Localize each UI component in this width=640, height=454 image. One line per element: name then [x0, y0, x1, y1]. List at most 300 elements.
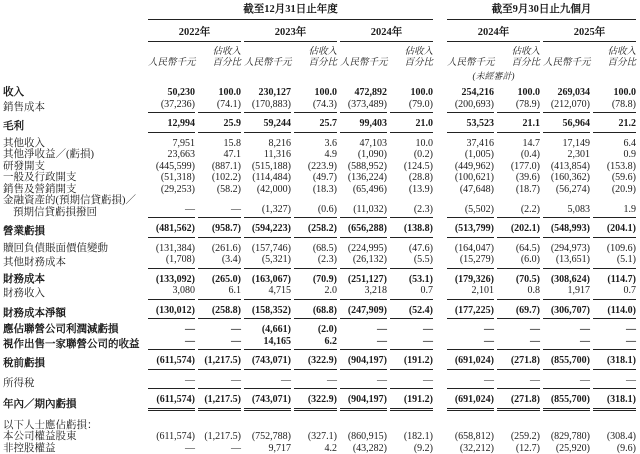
- row-label: 毛利: [3, 113, 145, 133]
- cell-value: 14,165: [244, 336, 291, 351]
- cell-value: (855,700): [543, 350, 590, 370]
- cell-value: —: [593, 319, 636, 336]
- cell-value: (445,599): [148, 161, 195, 173]
- cell-value: (1,217.5): [198, 350, 241, 370]
- cell-value: (18.7): [497, 184, 540, 196]
- cell-value: —: [340, 319, 387, 336]
- cell-value: (47,648): [447, 184, 494, 196]
- cell-value: (887.1): [198, 161, 241, 173]
- cell-value: (5.5): [390, 254, 433, 269]
- row-label: 所得稅: [3, 370, 145, 390]
- row-label: 非控股權益: [3, 443, 145, 454]
- cell-value: 3,080: [148, 285, 195, 300]
- cell-value: (306,707): [543, 300, 590, 320]
- year-header-2023: 2023年: [244, 20, 337, 42]
- cell-value: (202.1): [497, 218, 540, 238]
- row-label: 銷售及營銷開支: [3, 184, 145, 196]
- cell-value: (131,384): [148, 238, 195, 255]
- cell-value: 21.0: [390, 113, 433, 133]
- cell-value: 100.0: [390, 82, 433, 99]
- cell-value: 59,244: [244, 113, 291, 133]
- cell-value: 6.2: [294, 336, 337, 351]
- column-group-gap: [436, 42, 444, 69]
- cell-value: 100.0: [294, 82, 337, 99]
- corner-cell: [3, 42, 145, 69]
- cell-value: (79.0): [390, 99, 433, 114]
- cell-value: (136,224): [340, 172, 387, 184]
- cell-value: 56,964: [543, 113, 590, 133]
- cell-value: 25.9: [198, 113, 241, 133]
- cell-value: (611,574): [148, 431, 195, 443]
- table-row: [3, 161, 636, 173]
- table-row: [3, 350, 636, 370]
- row-label: 收入: [3, 82, 145, 99]
- cell-value: (78.8): [593, 99, 636, 114]
- cell-value: 47,103: [340, 133, 387, 150]
- cell-value: —: [148, 319, 195, 336]
- cell-value: (611,574): [148, 389, 195, 411]
- cell-value: (9.2): [390, 443, 433, 454]
- row-label: 應佔聯營公司利潤減虧損: [3, 319, 145, 336]
- cell-value: (204.1): [593, 218, 636, 238]
- cell-value: —: [198, 336, 241, 351]
- cell-value: 17,149: [543, 133, 590, 150]
- cell-value: (74.1): [198, 99, 241, 114]
- cell-value: (69.7): [497, 300, 540, 320]
- cell-value: (64.5): [497, 238, 540, 255]
- amount-unit-header: 人民幣千元: [447, 42, 494, 69]
- table-row: [3, 300, 636, 320]
- table-row: [3, 269, 636, 286]
- cell-value: 4,715: [244, 285, 291, 300]
- cell-value: (20.9): [593, 184, 636, 196]
- cell-value: (68.8): [294, 300, 337, 320]
- cell-value: (1,090): [340, 149, 387, 161]
- cell-value: (164,047): [447, 238, 494, 255]
- cell-value: (133,092): [148, 269, 195, 286]
- cell-value: —: [148, 443, 195, 454]
- cell-value: 14.7: [497, 133, 540, 150]
- cell-value: 11,316: [244, 149, 291, 161]
- cell-value: —: [390, 336, 433, 351]
- cell-value: 53,523: [447, 113, 494, 133]
- cell-value: (327.1): [294, 431, 337, 443]
- column-group-gap: [436, 285, 444, 300]
- row-label: 一般及行政開支: [3, 172, 145, 184]
- cell-value: (829,780): [543, 431, 590, 443]
- table-row: [3, 238, 636, 255]
- cell-value: (43,282): [340, 443, 387, 454]
- year-header-row: [3, 20, 636, 42]
- column-group-gap: [436, 431, 444, 443]
- cell-value: (6.0): [497, 254, 540, 269]
- amount-unit-header: 人民幣千元: [244, 42, 291, 69]
- cell-value: (271.8): [497, 389, 540, 411]
- cell-value: (130,012): [148, 300, 195, 320]
- cell-value: (261.6): [198, 238, 241, 255]
- cell-value: 1.9: [593, 195, 636, 218]
- cell-value: 47.1: [198, 149, 241, 161]
- cell-value: (322.9): [294, 350, 337, 370]
- cell-value: 7,951: [148, 133, 195, 150]
- period-group-header-row: [3, 1, 636, 20]
- cell-value: (42,000): [244, 184, 291, 196]
- row-label: 財務成本: [3, 269, 145, 286]
- cell-value: —: [198, 443, 241, 454]
- column-group-gap: [436, 336, 444, 351]
- cell-value: (294,973): [543, 238, 590, 255]
- cell-value: (37,236): [148, 99, 195, 114]
- table-row: [3, 82, 636, 99]
- cell-value: (9.6): [593, 443, 636, 454]
- cell-value: (5,502): [447, 195, 494, 218]
- cell-value: (855,700): [543, 389, 590, 411]
- cell-value: (138.8): [390, 218, 433, 238]
- cell-value: 4.9: [294, 149, 337, 161]
- column-group-gap: [436, 389, 444, 411]
- column-group-gap: [436, 218, 444, 238]
- cell-value: —: [543, 370, 590, 390]
- cell-value: (102.2): [198, 172, 241, 184]
- percent-of-revenue-header: 佔收入 百分比: [198, 42, 241, 69]
- cell-value: 15.8: [198, 133, 241, 150]
- row-label: 本公司權益股東: [3, 431, 145, 443]
- cell-value: (13.9): [390, 184, 433, 196]
- cell-value: (65,496): [340, 184, 387, 196]
- table-row: [3, 431, 636, 443]
- row-label: 營業虧損: [3, 218, 145, 238]
- cell-value: (860,915): [340, 431, 387, 443]
- cell-value: 100.0: [497, 82, 540, 99]
- table-row: [3, 133, 636, 150]
- empty-cell: [543, 69, 636, 82]
- cell-value: 472,892: [340, 82, 387, 99]
- cell-value: (271.8): [497, 350, 540, 370]
- table-row: [3, 389, 636, 411]
- unaudited-note: (未經審計): [447, 69, 540, 82]
- cell-value: —: [148, 195, 195, 218]
- table-row: [3, 218, 636, 238]
- cell-value: (611,574): [148, 350, 195, 370]
- cell-value: 100.0: [593, 82, 636, 99]
- cell-value: (70.5): [497, 269, 540, 286]
- cell-value: —: [593, 336, 636, 351]
- cell-value: (177,225): [447, 300, 494, 320]
- cell-value: (70.9): [294, 269, 337, 286]
- percent-of-revenue-header: 佔收入 百分比: [497, 42, 540, 69]
- cell-value: —: [294, 370, 337, 390]
- cell-value: (124.5): [390, 161, 433, 173]
- cell-value: (318.1): [593, 350, 636, 370]
- cell-value: —: [497, 336, 540, 351]
- row-label: 研發開支: [3, 161, 145, 173]
- cell-value: (191.2): [390, 350, 433, 370]
- unaudited-note-row: [3, 69, 636, 82]
- column-group-gap: [436, 254, 444, 269]
- cell-value: (191.2): [390, 389, 433, 411]
- cell-value: (28.8): [390, 172, 433, 184]
- cell-value: 100.0: [198, 82, 241, 99]
- cell-value: 5,083: [543, 195, 590, 218]
- column-group-gap: [436, 99, 444, 114]
- cell-value: (53.1): [390, 269, 433, 286]
- cell-value: (481,562): [148, 218, 195, 238]
- column-group-gap: [436, 184, 444, 196]
- row-label: 其他淨收益／(虧損): [3, 149, 145, 161]
- cell-value: (68.5): [294, 238, 337, 255]
- cell-value: —: [244, 370, 291, 390]
- cell-value: 254,216: [447, 82, 494, 99]
- row-label: 其他財務成本: [3, 254, 145, 269]
- cell-value: (449,962): [447, 161, 494, 173]
- cell-value: (658,812): [447, 431, 494, 443]
- percent-of-revenue-header: 佔收入 百分比: [593, 42, 636, 69]
- cell-value: —: [198, 370, 241, 390]
- row-label: 銷售成本: [3, 99, 145, 114]
- cell-value: 23,663: [148, 149, 195, 161]
- cell-value: 9,717: [244, 443, 291, 454]
- cell-value: 6.1: [198, 285, 241, 300]
- cell-value: 3,218: [340, 285, 387, 300]
- table-row: [3, 172, 636, 184]
- cell-value: —: [198, 319, 241, 336]
- column-group-gap: [436, 20, 444, 42]
- column-group-gap: [436, 113, 444, 133]
- cell-value: (47.6): [390, 238, 433, 255]
- column-group-gap: [436, 370, 444, 390]
- cell-value: 2,101: [447, 285, 494, 300]
- cell-value: —: [543, 336, 590, 351]
- cell-value: —: [593, 370, 636, 390]
- cell-value: 0.8: [497, 285, 540, 300]
- cell-value: —: [198, 195, 241, 218]
- column-group-gap: [436, 238, 444, 255]
- cell-value: (13,651): [543, 254, 590, 269]
- empty-cell: [3, 69, 433, 82]
- cell-value: (109.6): [593, 238, 636, 255]
- cell-value: (51,318): [148, 172, 195, 184]
- section-label-row: [3, 411, 636, 432]
- cell-value: 1,917: [543, 285, 590, 300]
- cell-value: 21.2: [593, 113, 636, 133]
- cell-value: (656,288): [340, 218, 387, 238]
- column-group-gap: [436, 82, 444, 99]
- cell-value: (114,484): [244, 172, 291, 184]
- cell-value: (29,253): [148, 184, 195, 196]
- cell-value: (49.7): [294, 172, 337, 184]
- year-header-2024: 2024年: [340, 20, 433, 42]
- cell-value: (258.2): [294, 218, 337, 238]
- cell-value: (251,127): [340, 269, 387, 286]
- corner-cell: [3, 20, 145, 42]
- cell-value: 6.4: [593, 133, 636, 150]
- column-group-gap: [436, 172, 444, 184]
- cell-value: —: [543, 319, 590, 336]
- column-group-gap: [436, 350, 444, 370]
- cell-value: —: [390, 319, 433, 336]
- percent-of-revenue-header: 佔收入 百分比: [294, 42, 337, 69]
- cell-value: (160,362): [543, 172, 590, 184]
- cell-value: —: [340, 336, 387, 351]
- row-label: 財務成本淨額: [3, 300, 145, 320]
- cell-value: —: [148, 336, 195, 351]
- column-group-gap: [436, 1, 444, 20]
- cell-value: (752,788): [244, 431, 291, 443]
- cell-value: (0.4): [497, 149, 540, 161]
- column-group-gap: [436, 149, 444, 161]
- cell-value: 37,416: [447, 133, 494, 150]
- cell-value: (170,883): [244, 99, 291, 114]
- row-label: 以下人士應佔虧損：: [3, 411, 636, 432]
- cell-value: (743,071): [244, 350, 291, 370]
- cell-value: (5,321): [244, 254, 291, 269]
- cell-value: (548,993): [543, 218, 590, 238]
- cell-value: 8,216: [244, 133, 291, 150]
- cell-value: (258.8): [198, 300, 241, 320]
- cell-value: (4,661): [244, 319, 291, 336]
- cell-value: (12.7): [497, 443, 540, 454]
- cell-value: (247,909): [340, 300, 387, 320]
- cell-value: (743,071): [244, 389, 291, 411]
- cell-value: 2,301: [543, 149, 590, 161]
- table-row: [3, 336, 636, 351]
- cell-value: (52.4): [390, 300, 433, 320]
- cell-value: (5.1): [593, 254, 636, 269]
- column-group-gap: [436, 269, 444, 286]
- cell-value: (515,188): [244, 161, 291, 173]
- cell-value: 0.7: [390, 285, 433, 300]
- cell-value: (114.7): [593, 269, 636, 286]
- cell-value: (1,005): [447, 149, 494, 161]
- row-label: 視作出售一家聯營公司的收益: [3, 336, 145, 351]
- cell-value: (224,995): [340, 238, 387, 255]
- cell-value: 269,034: [543, 82, 590, 99]
- cell-value: 21.1: [497, 113, 540, 133]
- cell-value: (413,854): [543, 161, 590, 173]
- row-label: 年內／期內虧損: [3, 389, 145, 411]
- year-header-2025-9m: 2025年: [543, 20, 636, 42]
- cell-value: (308,624): [543, 269, 590, 286]
- cell-value: 2.0: [294, 285, 337, 300]
- cell-value: (212,070): [543, 99, 590, 114]
- cell-value: (18.3): [294, 184, 337, 196]
- financial-statement-table: [0, 1, 639, 454]
- cell-value: (200,693): [447, 99, 494, 114]
- cell-value: (0.6): [294, 195, 337, 218]
- cell-value: (1,217.5): [198, 389, 241, 411]
- cell-value: (0.2): [390, 149, 433, 161]
- cell-value: (11,032): [340, 195, 387, 218]
- cell-value: (513,799): [447, 218, 494, 238]
- cell-value: —: [497, 370, 540, 390]
- row-label: 稅前虧損: [3, 350, 145, 370]
- cell-value: (3.4): [198, 254, 241, 269]
- cell-value: 4.2: [294, 443, 337, 454]
- table-row: [3, 113, 636, 133]
- column-group-gap: [436, 319, 444, 336]
- table-body: [3, 82, 636, 454]
- cell-value: (177.0): [497, 161, 540, 173]
- cell-value: 99,403: [340, 113, 387, 133]
- year-header-2022: 2022年: [148, 20, 241, 42]
- year-header-2024-9m: 2024年: [447, 20, 540, 42]
- cell-value: (74.3): [294, 99, 337, 114]
- column-group-gap: [436, 161, 444, 173]
- cell-value: (26,132): [340, 254, 387, 269]
- column-group-gap: [436, 443, 444, 454]
- table-row: [3, 195, 636, 218]
- cell-value: (259.2): [497, 431, 540, 443]
- row-label: 財務收入: [3, 285, 145, 300]
- cell-value: (2.0): [294, 319, 337, 336]
- cell-value: (163,067): [244, 269, 291, 286]
- cell-value: —: [447, 336, 494, 351]
- cell-value: (32,212): [447, 443, 494, 454]
- cell-value: 230,127: [244, 82, 291, 99]
- cell-value: (182.1): [390, 431, 433, 443]
- subheader-row: [3, 42, 636, 69]
- cell-value: (114.0): [593, 300, 636, 320]
- cell-value: (58.2): [198, 184, 241, 196]
- cell-value: (158,352): [244, 300, 291, 320]
- cell-value: (691,024): [447, 350, 494, 370]
- amount-unit-header: 人民幣千元: [148, 42, 195, 69]
- cell-value: —: [497, 319, 540, 336]
- cell-value: 25.7: [294, 113, 337, 133]
- column-group-gap: [436, 195, 444, 218]
- cell-value: (100,621): [447, 172, 494, 184]
- cell-value: —: [340, 370, 387, 390]
- row-label: 金融資產的(預期信貸虧損)／ 預期信貸虧損撥回: [3, 195, 145, 218]
- period-group-annual: 截至12月31日止年度: [148, 1, 433, 20]
- amount-unit-header: 人民幣千元: [340, 42, 387, 69]
- cell-value: —: [447, 370, 494, 390]
- table-row: [3, 319, 636, 336]
- table-row: [3, 443, 636, 454]
- cell-value: (318.1): [593, 389, 636, 411]
- cell-value: (15,279): [447, 254, 494, 269]
- table-row: [3, 370, 636, 390]
- cell-value: (2.3): [390, 195, 433, 218]
- column-group-gap: [436, 69, 444, 82]
- cell-value: (308.4): [593, 431, 636, 443]
- cell-value: (39.6): [497, 172, 540, 184]
- table-row: [3, 285, 636, 300]
- cell-value: (265.0): [198, 269, 241, 286]
- amount-unit-header: 人民幣千元: [543, 42, 590, 69]
- column-group-gap: [436, 300, 444, 320]
- corner-cell: [3, 1, 145, 20]
- cell-value: 50,230: [148, 82, 195, 99]
- table-row: [3, 254, 636, 269]
- cell-value: (56,274): [543, 184, 590, 196]
- cell-value: (594,223): [244, 218, 291, 238]
- column-group-gap: [436, 133, 444, 150]
- table-row: [3, 99, 636, 114]
- cell-value: (1,327): [244, 195, 291, 218]
- cell-value: (322.9): [294, 389, 337, 411]
- cell-value: (2.3): [294, 254, 337, 269]
- cell-value: (153.8): [593, 161, 636, 173]
- cell-value: (223.9): [294, 161, 337, 173]
- cell-value: (78.9): [497, 99, 540, 114]
- cell-value: (904,197): [340, 350, 387, 370]
- cell-value: (1,217.5): [198, 431, 241, 443]
- cell-value: —: [447, 319, 494, 336]
- table-row: [3, 149, 636, 161]
- cell-value: (179,326): [447, 269, 494, 286]
- cell-value: (59.6): [593, 172, 636, 184]
